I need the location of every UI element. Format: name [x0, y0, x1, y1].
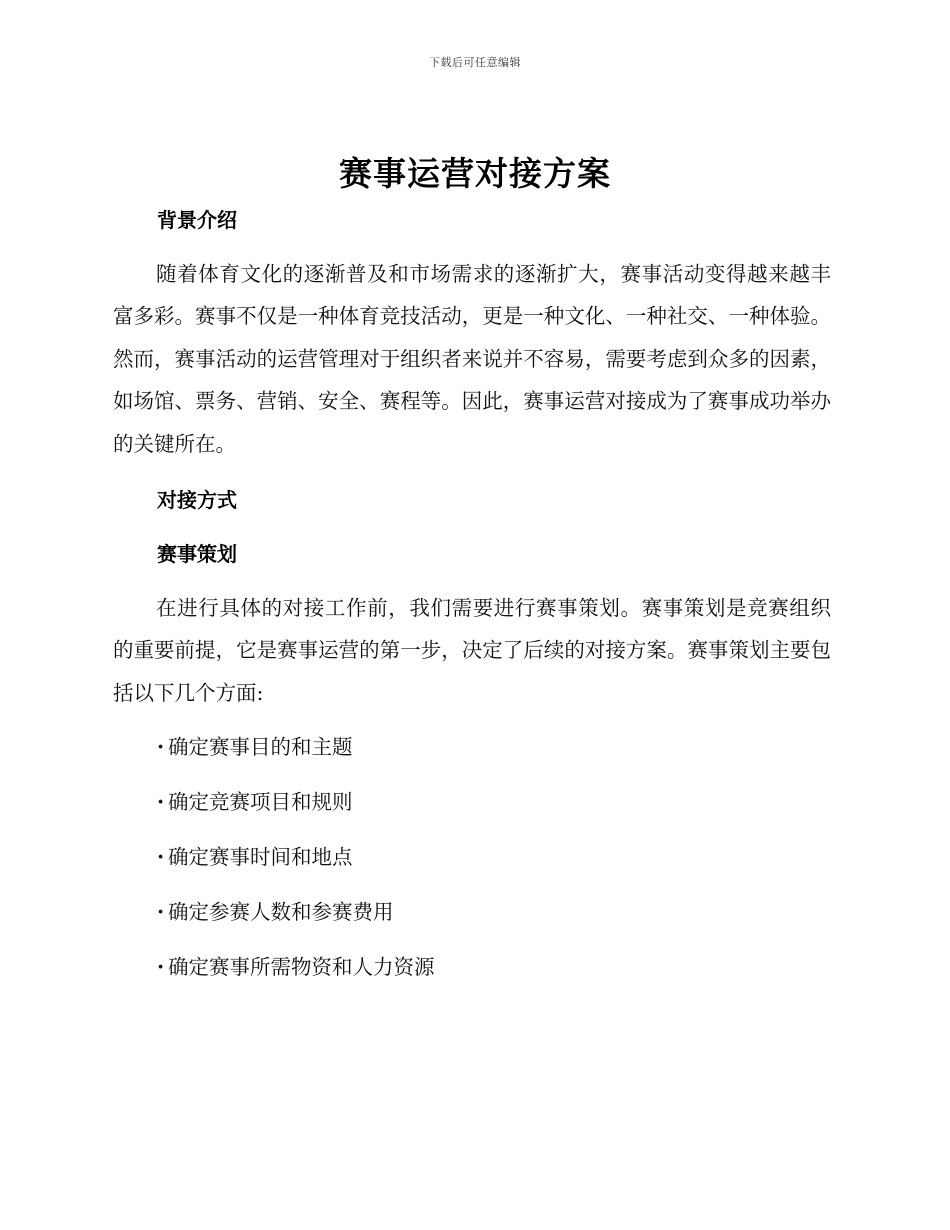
list-item-text: 确定竞赛项目和规则: [168, 790, 353, 814]
document-title: 赛事运营对接方案: [339, 154, 611, 193]
header-note: 下载后可任意编辑: [429, 56, 521, 69]
list-item-text: 确定赛事时间和地点: [168, 845, 353, 869]
list-item-text: 确定参赛人数和参赛费用: [168, 900, 394, 924]
list-item: [157, 896, 435, 951]
paragraph-background: 随着体育文化的逐渐普及和市场需求的逐渐扩大，赛事活动变得越来越丰富多彩。赛事不仅是一种体育竞技活动，更是一种文化、一种社交、一种体验。然而，赛事活动的运营管理对于组织者来说并不容易，需要考虑到众多的因素，如场馆、票务、营销、安全、赛程等。因此，赛事运营对接成为了赛事成功举办的关键所在。: [113, 262, 831, 456]
bullet-marker: ·: [157, 900, 165, 924]
bullet-marker: ·: [157, 735, 165, 759]
list-item-text: 确定赛事目的和主题: [168, 735, 353, 759]
list-item-text: 确定赛事所需物资和人力资源: [168, 955, 435, 979]
heading-docking-method: 对接方式: [157, 488, 237, 512]
paragraph-event-planning: 在进行具体的对接工作前，我们需要进行赛事策划。赛事策划是竞赛组织的重要前提，它是赛事运营的第一步，决定了后续的对接方案。赛事策划主要包括以下几个方面:: [113, 596, 831, 705]
list-item: [157, 951, 435, 1006]
bullet-marker: ·: [157, 845, 165, 869]
list-item: [157, 786, 435, 841]
planning-list: [157, 731, 435, 1006]
list-item: [157, 731, 435, 786]
heading-background: 背景介绍: [157, 208, 237, 232]
list-item: [157, 841, 435, 896]
heading-event-planning: 赛事策划: [157, 542, 237, 566]
bullet-marker: ·: [157, 955, 165, 979]
bullet-marker: ·: [157, 790, 165, 814]
